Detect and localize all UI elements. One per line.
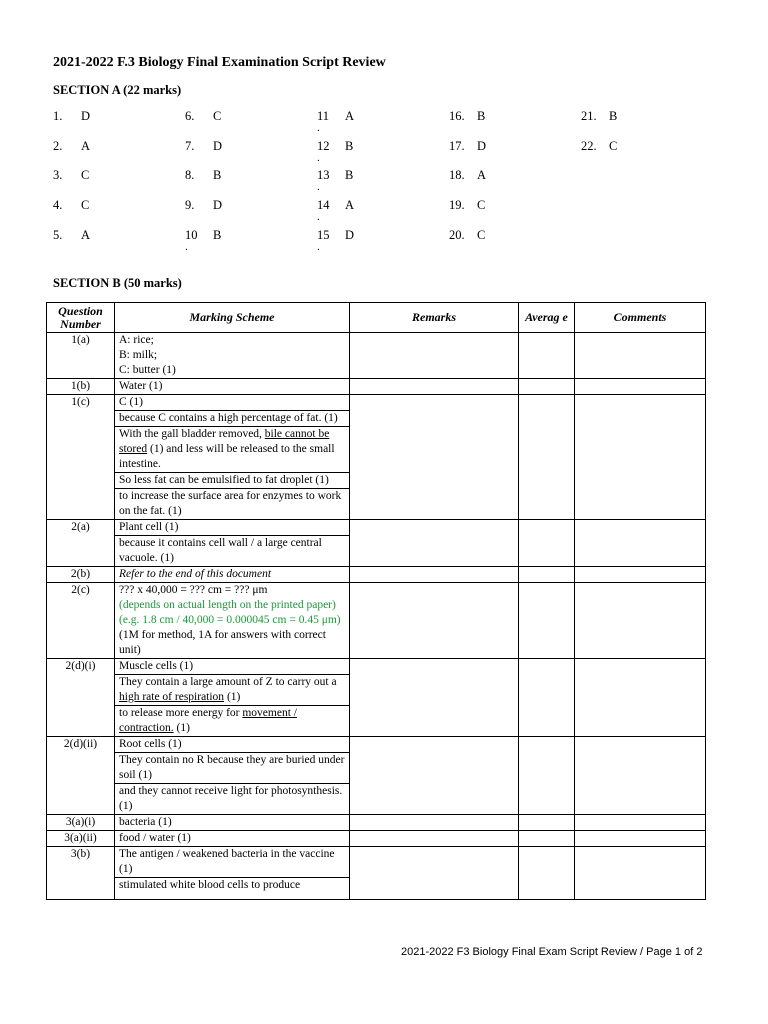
scheme-line: A: rice;	[119, 334, 154, 346]
remarks-cell[interactable]	[350, 737, 519, 815]
answer-number: 11	[317, 109, 330, 123]
answer-letter: D	[345, 228, 355, 242]
remarks-cell[interactable]	[350, 379, 519, 395]
scheme-line: Refer to the end of this document	[119, 568, 272, 580]
answer-number: 4.	[53, 198, 63, 212]
answer-number: 13	[317, 168, 330, 182]
average-cell[interactable]	[519, 520, 575, 567]
scheme-text: With the gall bladder removed,	[119, 428, 265, 440]
marking-scheme-table	[46, 302, 706, 900]
scheme-line: to increase the surface area for enzymes to work on the fat. (1)	[119, 490, 342, 517]
average-cell[interactable]	[519, 659, 575, 737]
answer-dot: .	[185, 241, 188, 253]
average-cell[interactable]	[519, 567, 575, 583]
answer-letter: B	[609, 109, 618, 123]
answer-letter: D	[213, 139, 223, 153]
scheme-line	[115, 675, 349, 706]
table-row	[47, 520, 706, 567]
answer-letter: C	[477, 228, 486, 242]
scheme-line: Muscle cells (1)	[115, 659, 349, 675]
comments-cell[interactable]	[575, 583, 706, 659]
table-row	[47, 379, 706, 395]
marking-scheme-cell	[115, 847, 350, 900]
answer-number: 6.	[185, 109, 195, 123]
answer-letter: D	[81, 109, 91, 123]
remarks-cell[interactable]	[350, 395, 519, 520]
answer-number: 9.	[185, 198, 195, 212]
scheme-line: bacteria (1)	[119, 816, 172, 828]
answer-letter: A	[81, 139, 91, 153]
answer-letter: C	[81, 168, 90, 182]
comments-cell[interactable]	[575, 567, 706, 583]
marking-scheme-cell	[115, 583, 350, 659]
scheme-line: Plant cell (1)	[115, 520, 349, 536]
marking-scheme-cell	[115, 737, 350, 815]
question-number: 3(a)(i)	[47, 815, 115, 831]
answer-number: 1.	[53, 109, 63, 123]
scheme-line: So less fat can be emulsified to fat droplet (1)	[115, 473, 349, 489]
marking-scheme-cell	[115, 395, 350, 520]
page-title: 2021-2022 F.3 Biology Final Examination Script Review	[53, 55, 386, 70]
marking-scheme-cell	[115, 815, 350, 831]
question-number: 2(c)	[47, 583, 115, 659]
average-cell[interactable]	[519, 379, 575, 395]
table-row	[47, 815, 706, 831]
scheme-line: Water (1)	[119, 380, 163, 392]
page-footer: 2021-2022 F3 Biology Final Exam Script Review / Page 1 of 2	[401, 946, 703, 958]
remarks-cell[interactable]	[350, 567, 519, 583]
table-row	[47, 659, 706, 737]
scheme-text: They contain a large amount of Z to carry out a	[119, 676, 337, 688]
scheme-text: (1)	[173, 722, 190, 734]
answer-number: 21.	[581, 109, 597, 123]
scheme-line: The antigen / weakened bacteria in the vaccine (1)	[115, 847, 349, 878]
comments-cell[interactable]	[575, 831, 706, 847]
average-cell[interactable]	[519, 847, 575, 900]
average-cell[interactable]	[519, 583, 575, 659]
table-row	[47, 395, 706, 520]
question-number: 3(a)(ii)	[47, 831, 115, 847]
comments-cell[interactable]	[575, 520, 706, 567]
answer-number: 17.	[449, 139, 465, 153]
answer-letter: C	[81, 198, 90, 212]
answer-dot: .	[317, 181, 320, 193]
answer-letter: B	[345, 139, 354, 153]
answer-letter: D	[477, 139, 487, 153]
remarks-cell[interactable]	[350, 831, 519, 847]
answer-number: 3.	[53, 168, 63, 182]
question-number: 2(d)(i)	[47, 659, 115, 737]
answer-letter: B	[477, 109, 486, 123]
marking-scheme-cell	[115, 333, 350, 379]
comments-cell[interactable]	[575, 333, 706, 379]
answer-number: 10	[185, 228, 198, 242]
answer-dot: .	[317, 122, 320, 134]
scheme-line: because it contains cell wall / a large central vacuole. (1)	[119, 537, 322, 564]
scheme-text: to release more energy for	[119, 707, 243, 719]
scheme-line: They contain no R because they are buried under soil (1)	[115, 753, 349, 784]
answer-number: 2.	[53, 139, 63, 153]
answer-number: 15	[317, 228, 330, 242]
scheme-line	[115, 427, 349, 473]
question-number: 1(c)	[47, 395, 115, 520]
section-b-heading: SECTION B (50 marks)	[53, 276, 182, 290]
remarks-cell[interactable]	[350, 815, 519, 831]
table-row	[47, 567, 706, 583]
scheme-text: (1) and less will be released to the small intestine.	[119, 443, 335, 470]
average-cell[interactable]	[519, 395, 575, 520]
answer-letter: A	[81, 228, 91, 242]
question-number: 2(b)	[47, 567, 115, 583]
marking-scheme-cell	[115, 831, 350, 847]
scheme-line: (1M for method, 1A for answers with correct unit)	[119, 629, 326, 656]
answer-letter: C	[477, 198, 486, 212]
header-question-number: Question Number	[47, 303, 115, 333]
remarks-cell[interactable]	[350, 520, 519, 567]
answer-letter: A	[477, 168, 487, 182]
answer-number: 18.	[449, 168, 465, 182]
scheme-line	[115, 706, 349, 736]
answer-dot: .	[317, 152, 320, 164]
scheme-line-example: (e.g. 1.8 cm / 40,000 = 0.000045 cm = 0.45 μm)	[119, 614, 341, 626]
question-number: 1(b)	[47, 379, 115, 395]
answer-dot: .	[317, 211, 320, 223]
remarks-cell[interactable]	[350, 333, 519, 379]
answer-number: 8.	[185, 168, 195, 182]
answer-number: 14	[317, 198, 330, 212]
scheme-line: stimulated white blood cells to produce	[119, 879, 301, 891]
marking-scheme-cell	[115, 520, 350, 567]
comments-cell[interactable]	[575, 659, 706, 737]
table-row	[47, 831, 706, 847]
header-marking-scheme: Marking Scheme	[115, 303, 350, 333]
scheme-line: because C contains a high percentage of fat. (1)	[115, 411, 349, 427]
scheme-line: C (1)	[115, 395, 349, 411]
scheme-line: food / water (1)	[119, 832, 191, 844]
marking-scheme-cell	[115, 379, 350, 395]
question-number: 2(d)(ii)	[47, 737, 115, 815]
comments-cell[interactable]	[575, 737, 706, 815]
marking-scheme-cell	[115, 659, 350, 737]
scheme-text: (1)	[224, 691, 241, 703]
question-number: 3(b)	[47, 847, 115, 900]
answer-number: 5.	[53, 228, 63, 242]
scheme-underlined-text: bile cannot be stored	[119, 428, 330, 455]
scheme-line: B: milk;	[119, 349, 158, 361]
answer-letter: A	[345, 198, 355, 212]
header-comments: Comments	[575, 303, 706, 333]
average-cell[interactable]	[519, 831, 575, 847]
comments-cell[interactable]	[575, 815, 706, 831]
scheme-underlined-text: movement / contraction.	[119, 707, 297, 734]
answer-number: 22.	[581, 139, 597, 153]
answer-number: 20.	[449, 228, 465, 242]
average-cell[interactable]	[519, 815, 575, 831]
table-row	[47, 583, 706, 659]
scheme-underlined-text: high rate of respiration	[119, 691, 225, 703]
answer-number: 19.	[449, 198, 465, 212]
answer-letter: A	[345, 109, 355, 123]
comments-cell[interactable]	[575, 395, 706, 520]
question-number: 1(a)	[47, 333, 115, 379]
average-cell[interactable]	[519, 333, 575, 379]
scheme-line: Root cells (1)	[115, 737, 349, 753]
scheme-line: ??? x 40,000 = ??? cm = ??? μm	[119, 584, 268, 596]
section-a-heading: SECTION A (22 marks)	[53, 83, 182, 97]
remarks-cell[interactable]	[350, 583, 519, 659]
remarks-cell[interactable]	[350, 659, 519, 737]
answer-letter: C	[609, 139, 618, 153]
answer-letter: D	[213, 198, 223, 212]
question-number: 2(a)	[47, 520, 115, 567]
answer-letter: C	[213, 109, 222, 123]
header-average: Averag e	[519, 303, 575, 333]
comments-cell[interactable]	[575, 379, 706, 395]
average-cell[interactable]	[519, 737, 575, 815]
scheme-line: C: butter (1)	[119, 364, 176, 376]
table-row	[47, 737, 706, 815]
answer-dot: .	[317, 241, 320, 253]
answer-number: 16.	[449, 109, 465, 123]
comments-cell[interactable]	[575, 847, 706, 900]
table-row	[47, 333, 706, 379]
scheme-line: and they cannot receive light for photosynthesis. (1)	[119, 785, 343, 812]
remarks-cell[interactable]	[350, 847, 519, 900]
header-remarks: Remarks	[350, 303, 519, 333]
answer-letter: B	[213, 168, 222, 182]
marking-scheme-cell	[115, 567, 350, 583]
answer-letter: B	[345, 168, 354, 182]
answer-number: 12	[317, 139, 330, 153]
answer-number: 7.	[185, 139, 195, 153]
table-row	[47, 847, 706, 900]
scheme-line-note: (depends on actual length on the printed paper)	[119, 599, 336, 611]
answer-letter: B	[213, 228, 222, 242]
